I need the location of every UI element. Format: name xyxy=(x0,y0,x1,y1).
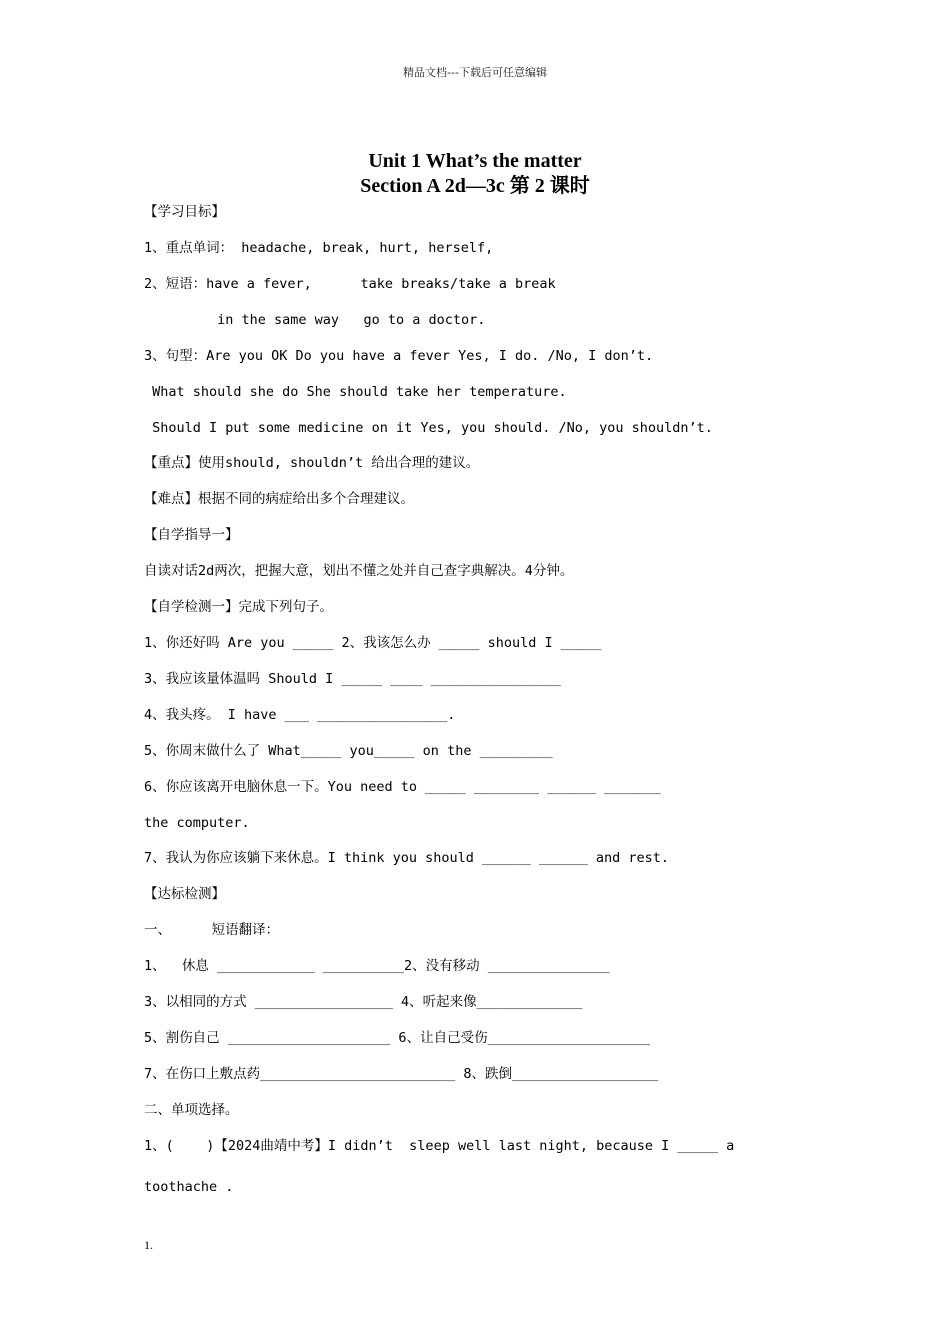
title-line-2: Section A 2d—3c 第 2 课时 xyxy=(360,175,590,197)
phrases-cont: in the same way go to a doctor. xyxy=(144,312,486,328)
multiple-choice-heading: 二、单项选择。 xyxy=(144,1102,239,1118)
key-point: 【重点】使用should, shouldn’t 给出合理的建议。 xyxy=(144,455,480,471)
section-objectives: 【学习目标】 xyxy=(144,204,225,220)
assessment-heading: 【达标检测】 xyxy=(144,886,225,902)
exercise-7: 7、我认为你应该躺下来休息。I think you should ______ ______ and rest. xyxy=(144,850,669,866)
translation-7-8: 7、在伤口上敷点药________________________ 8、跌倒__________________ xyxy=(144,1066,659,1082)
sentence-pattern-3: Should I put some medicine on it Yes, you should. /No, you shouldn’t. xyxy=(144,420,713,436)
exercise-3: 3、我应该量体温吗 Should I _____ ____ ________________ xyxy=(144,671,561,687)
exercise-6-cont: the computer. xyxy=(144,815,250,831)
translation-1-2: 1、 休息 ____________ __________2、没有移动 _______________ xyxy=(144,958,610,974)
sentence-pattern-2: What should she do She should take her temperature. xyxy=(144,384,567,400)
self-study-instruction: 自读对话2d两次，把握大意，划出不懂之处并自己查字典解决。4分钟。 xyxy=(144,563,574,579)
multiple-choice-1-cont: toothache . xyxy=(144,1179,234,1195)
self-check-heading: 【自学检测一】完成下列句子。 xyxy=(144,599,333,615)
page-header: 精品文档---下载后可任意编辑 xyxy=(403,66,547,79)
exercise-4: 4、我头疼。 I have ___ ________________. xyxy=(144,707,456,723)
self-study-guide: 【自学指导一】 xyxy=(144,527,239,543)
phrase-translation-heading: 一、 短语翻译： xyxy=(144,922,280,938)
exercise-6: 6、你应该离开电脑休息一下。You need to _____ ________ ______ _______ xyxy=(144,779,661,795)
sentence-patterns: 3、句型：Are you OK Do you have a fever Yes, I do. /No, I don’t. xyxy=(144,348,654,364)
key-words: 1、重点单词： headache, break, hurt, herself, xyxy=(144,240,494,256)
page-footer: 1. xyxy=(144,1238,153,1252)
phrases: 2、短语：have a fever, take breaks/take a break xyxy=(144,276,556,292)
difficult-point: 【难点】根据不同的病症给出多个合理建议。 xyxy=(144,491,414,507)
exercise-1-2: 1、你还好吗 Are you _____ 2、我该怎么办 _____ should I _____ xyxy=(144,635,602,651)
translation-3-4: 3、以相同的方式 _________________ 4、听起来像_____________ xyxy=(144,994,583,1010)
translation-5-6: 5、割伤自己 ____________________ 6、让自己受伤____________________ xyxy=(144,1030,651,1046)
multiple-choice-1: 1、( )【2024曲靖中考】I didn’t sleep well last night, because I _____ a xyxy=(144,1138,735,1154)
exercise-5: 5、你周末做什么了 What_____ you_____ on the _________ xyxy=(144,743,553,759)
title-line-1: Unit 1 What’s the matter xyxy=(368,150,582,172)
